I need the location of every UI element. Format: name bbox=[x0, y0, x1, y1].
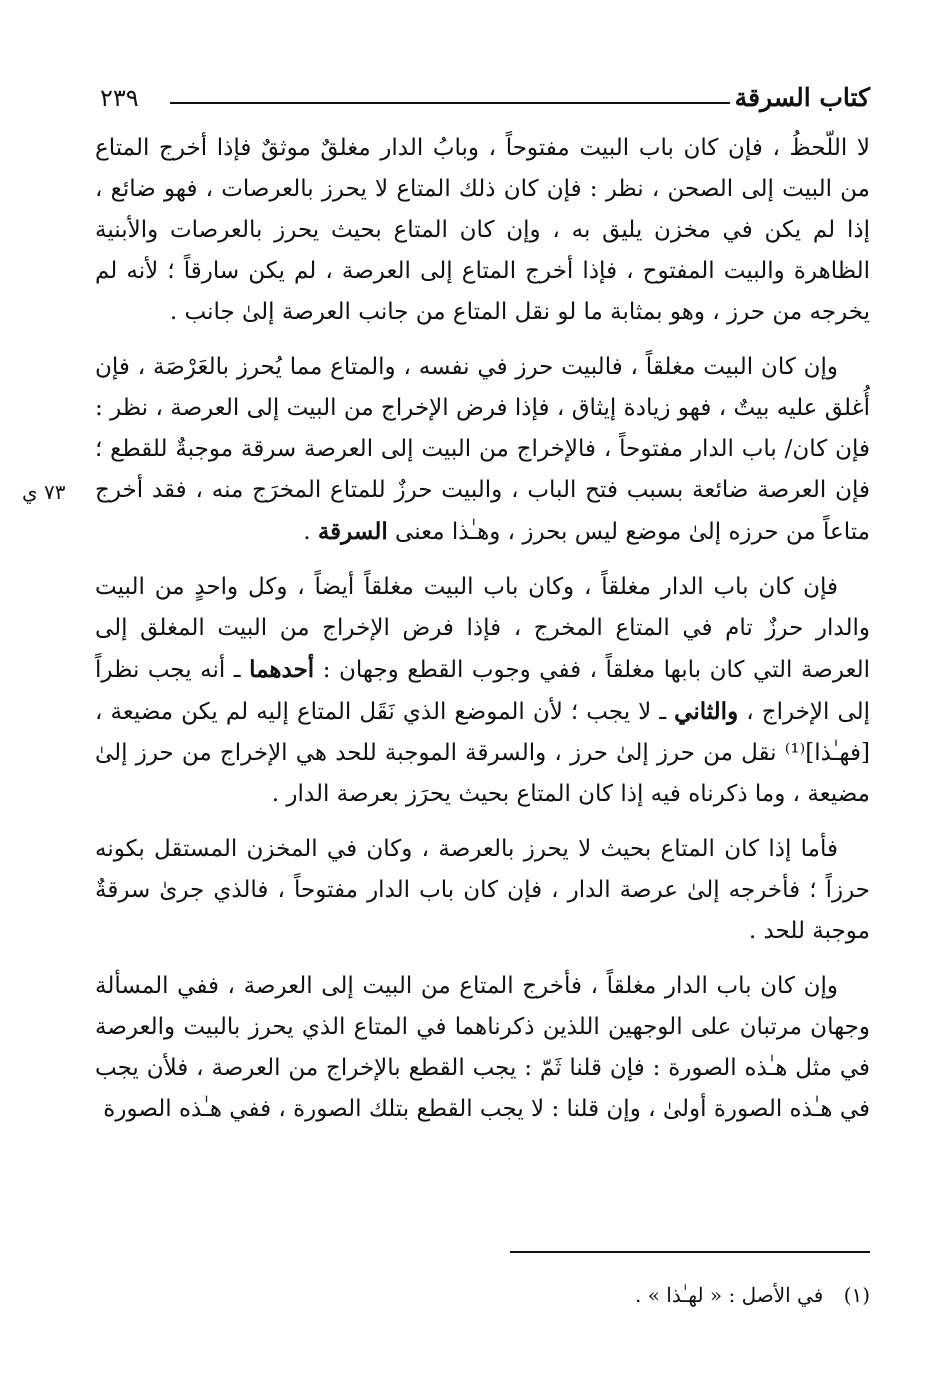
bold-term: السرقة bbox=[317, 518, 388, 545]
paragraph bbox=[95, 567, 870, 815]
paragraph bbox=[95, 347, 870, 553]
page-number: ٢٣٩ bbox=[100, 84, 139, 112]
bold-term: والثاني bbox=[674, 698, 739, 725]
text-run: فإن كان باب الدار مغلقاً ، وكان باب البيت مغلقاً أيضاً ، وكل واحدٍ من البيت والدار حرزٌ تام في المتاع المخرج ، فإذا فرض الإخراج من البيت المغلق إلى العرصة التي كان بابها مغلقاً ، ففي وجوب القطع وجهان : bbox=[95, 574, 870, 683]
text-run: وإن كان البيت مغلقاً ، فالبيت حرز في نفسه ، والمتاع مما يُحرز بالعَرْصَة ، فإن أُغلق عليه بيتٌ ، فهو زيادة إيثاق ، فإذا فرض الإخراج من البيت إلى العرصة ، نظر : فإن كان/ باب الدار مفتوحاً ، فالإخراج من البيت إلى العرصة سرقة موجبةٌ للقطع ؛ فإن العرصة ضائعة بسبب فتح الباب ، والبيت حرزٌ للمتاع المخرَج منه ، فقد أخرج متاعاً من حرزه إلىٰ موضع ليس بحرز ، وهـٰذا معنى bbox=[95, 354, 870, 545]
text-run: لا اللّحظُ ، فإن كان باب البيت مفتوحاً ، وبابُ الدار مغلقٌ موثقٌ فإذا أخرج المتاع من البيت إلى الصحن ، نظر : فإن كان ذلك المتاع لا يحرز بالعرصات ، فهو ضائع ، إذا لم يكن في مخزن يليق به ، وإن كان المتاع بحيث يحرز بالعرصات والأبنية الظاهرة والبيت المفتوح ، فإذا أخرج المتاع إلى العرصة ، لم يكن سارقاً ؛ لأنه لم يخرجه من حرز ، وهو بمثابة ما لو نقل المتاع من جانب العرصة إلىٰ جانب . bbox=[95, 135, 870, 325]
header-rule bbox=[170, 102, 730, 104]
text-run: . bbox=[303, 519, 318, 545]
paragraph bbox=[95, 829, 870, 952]
paragraph bbox=[95, 966, 870, 1130]
footnote-text: في الأصل : « لهـٰذا » . bbox=[635, 1283, 824, 1307]
footnote bbox=[90, 1280, 870, 1310]
page-header bbox=[100, 78, 870, 118]
footnote-number: (١) bbox=[843, 1283, 870, 1307]
text-run: فأما إذا كان المتاع بحيث لا يحرز بالعرصة ، وكان في المخزن المستقل بكونه حرزاً ؛ فأخرجه إلىٰ عرصة الدار ، فإن كان باب الدار مفتوحاً ، فالذي جرىٰ سرقةٌ موجبة للحد . bbox=[95, 836, 870, 944]
margin-manuscript-ref: ٧٣ ي bbox=[22, 480, 66, 504]
main-text bbox=[95, 128, 870, 1144]
text-run: وإن كان باب الدار مغلقاً ، فأخرج المتاع من البيت إلى العرصة ، ففي المسألة وجهان مرتبان على الوجهين اللذين ذكرناهما في المتاع الذي يحرز بالبيت والعرصة في مثل هـٰذه الصورة : فإن قلنا ثَمّ : يجب القطع بالإخراج من العرصة ، فلأن يجب في هـٰذه الصورة أولىٰ ، وإن قلنا : لا يجب القطع بتلك الصورة ، ففي هـٰذه الصورة bbox=[95, 973, 870, 1122]
footnote-rule bbox=[510, 1251, 870, 1253]
paragraph bbox=[95, 128, 870, 333]
text-run: ـ لا يجب ؛ لأن الموضع الذي نَقَل المتاع إليه لم يكن مضيعة ، [فهـٰذا]⁽¹⁾ نقل من حرز إلىٰ حرز ، والسرقة الموجبة للحد هي الإخراج من حرز إلىٰ مضيعة ، وما ذكرناه فيه إذا كان المتاع بحيث يحرَز بعرصة الدار . bbox=[95, 699, 870, 807]
text-run: ـ أنه يجب نظراً إلى الإخراج ، bbox=[95, 657, 871, 725]
running-title: كتاب السرقة bbox=[734, 83, 870, 112]
bold-term: أحدهما bbox=[249, 656, 315, 683]
